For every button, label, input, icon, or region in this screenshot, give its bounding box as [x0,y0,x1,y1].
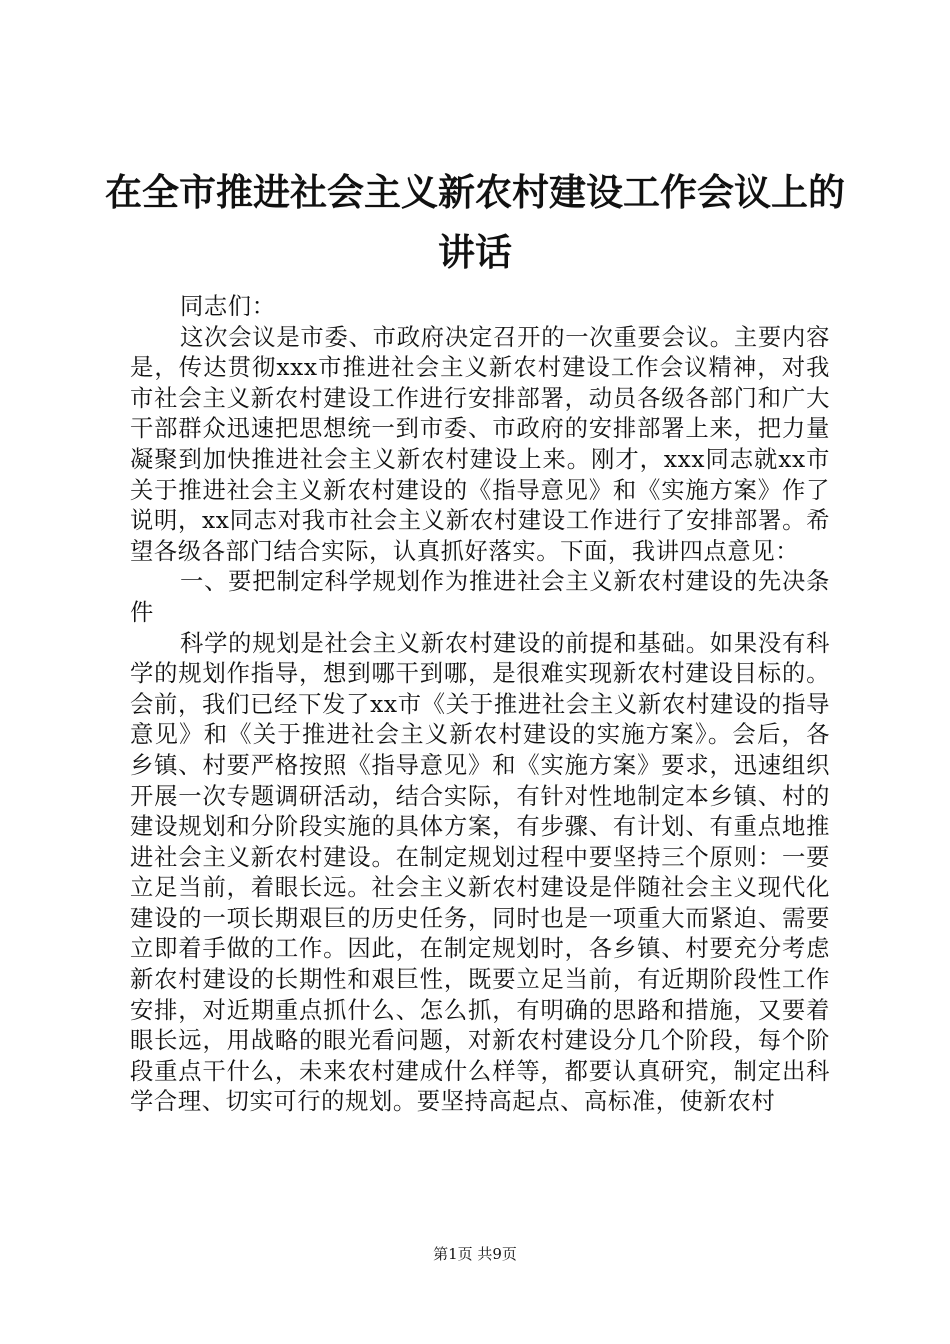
document-title-line-1: 在全市推进社会主义新农村建设工作会议上的 [105,170,845,214]
document-title-line-2: 讲话 [438,230,512,274]
section-heading: 一、要把制定科学规划作为推进社会主义新农村建设的先决条件 [130,568,830,626]
page-footer: 第1页 共9页 [433,1245,517,1263]
document-body [130,292,830,1118]
body-paragraph: 这次会议是市委、市政府决定召开的一次重要会议。主要内容是，传达贯彻xxx市推进社会主义新农村建设工作会议精神，对我市社会主义新农村建设工作进行安排部署，动员各级各部门和广大干部群众迅速把思想统一到市委、市政府的安排部署上来，把力量凝聚到加快推进社会主义新农村建设上来。刚才，xxx同志就xx市关于推进社会主义新农村建设的《指导意见》和《实施方案》作了说明，xx同志对我市社会主义新农村建设工作进行了安排部署。希望各级各部门结合实际，认真抓好落实。下面，我讲四点意见： [130,323,830,565]
salutation: 同志们： [180,293,276,320]
body-paragraph: 科学的规划是社会主义新农村建设的前提和基础。如果没有科学的规划作指导，想到哪干到哪，是很难实现新农村建设目标的。会前，我们已经下发了xx市《关于推进社会主义新农村建设的指导意见》和《关于推进社会主义新农村建设的实施方案》。会后，各乡镇、村要严格按照《指导意见》和《实施方案》要求，迅速组织开展一次专题调研活动，结合实际，有针对性地制定本乡镇、村的建设规划和分阶段实施的具体方案，有步骤、有计划、有重点地推进社会主义新农村建设。在制定规划过程中要坚持三个原则：一要立足当前，着眼长远。社会主义新农村建设是伴随社会主义现代化建设的一项长期艰巨的历史任务，同时也是一项重大而紧迫、需要立即着手做的工作。因此，在制定规划时，各乡镇、村要充分考虑新农村建设的长期性和艰巨性，既要立足当前，有近期阶段性工作安排，对近期重点抓什么、怎么抓，有明确的思路和措施，又要着眼长远，用战略的眼光看问题，对新农村建设分几个阶段，每个阶段重点干什么，未来农村建成什么样等，都要认真研究，制定出科学合理、切实可行的规划。要坚持高起点、高标准，使新农村 [130,629,830,1116]
